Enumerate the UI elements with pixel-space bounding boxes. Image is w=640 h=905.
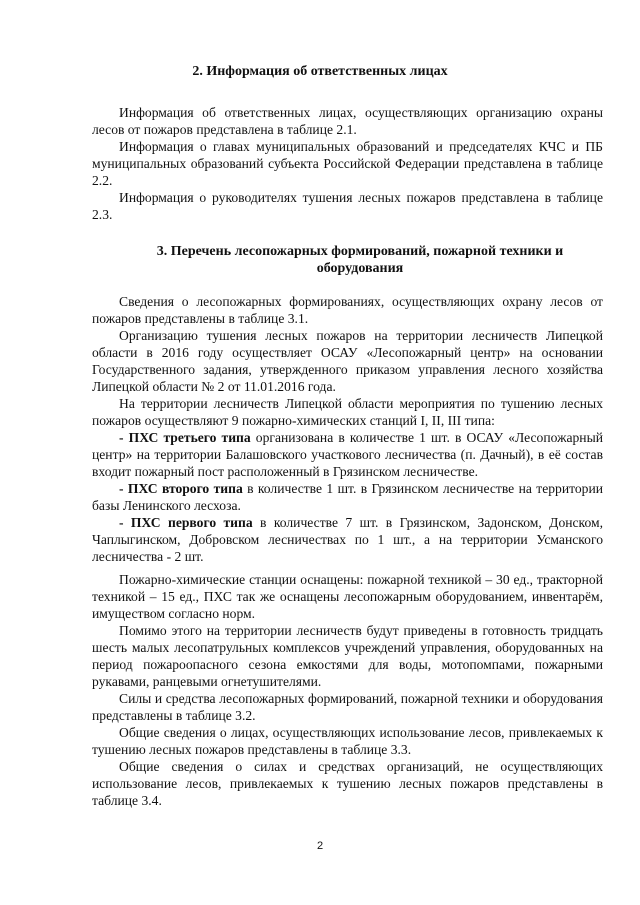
- pxs-type-3-text: организована в количестве 1 шт. в ОСАУ «Лесопожарный центр» на территории Балашовского участкового лесничества (п. Дачный), в её состав входит пожарный пост расположенный в Грязинском лесничестве.: [92, 430, 603, 479]
- pxs-type-1-label: - ПХС первого типа: [119, 515, 253, 530]
- paragraph: Помимо этого на территории лесничеств будут приведены в готовность тридцать шесть малых лесопатрульных комплексов учреждений управления, оборудованных на период пожароопасного сезона емкостями для воды, мотопомпами, пожарными рукавами, ранцевыми огнетушителями.: [92, 623, 603, 689]
- paragraph: Информация о главах муниципальных образований и председателях КЧС и ПБ муниципальных образований субъекта Российской Федерации представлена в таблице 2.2.: [92, 139, 603, 188]
- paragraph: Информация о руководителях тушения лесных пожаров представлена в таблице 2.3.: [92, 190, 603, 222]
- paragraph-pxs-type-1: [92, 514, 603, 565]
- pxs-type-2-text: в количестве 1 шт. в Грязинском лесничестве на территории базы Ленинского лесхоза.: [92, 481, 604, 513]
- section-2-body: [92, 104, 603, 223]
- paragraph: Силы и средства лесопожарных формирований, пожарной техники и оборудования представлены в таблице 3.2.: [92, 691, 603, 723]
- paragraph: Общие сведения о лицах, осуществляющих использование лесов, привлекаемых к тушению лесных пожаров представлены в таблице 3.3.: [92, 725, 603, 757]
- paragraph: Пожарно-химические станции оснащены: пожарной техникой – 30 ед., тракторной техникой – 15 ед., ПХС так же оснащены лесопожарным оборудованием, инвентарём, имуществом согласно норм.: [92, 572, 603, 621]
- section-2-heading: 2. Информация об ответственных лицах: [192, 64, 448, 79]
- pxs-type-2-label: - ПХС второго типа: [119, 481, 243, 496]
- section-3-heading: 3. Перечень лесопожарных формирований, пожарной техники и оборудования: [156, 244, 564, 276]
- section-3-body: [92, 293, 603, 809]
- pxs-type-3-label: - ПХС третьего типа: [119, 430, 251, 445]
- paragraph: Информация об ответственных лицах, осуществляющих организацию охраны лесов от пожаров представлена в таблице 2.1.: [92, 105, 603, 137]
- paragraph: Общие сведения о силах и средствах организаций, не осуществляющих использование лесов, привлекаемых к тушению лесных пожаров представлены в таблице 3.4.: [92, 759, 603, 808]
- paragraph-pxs-type-2: [92, 480, 603, 514]
- page-number: 2: [316, 840, 324, 852]
- paragraph: Организацию тушения лесных пожаров на территории лесничеств Липецкой области в 2016 году осуществляет ОСАУ «Лесопожарный центр» на основании Государственного задания, утвержденного приказом управления лесного хозяйства Липецкой области № 2 от 11.01.2016 года.: [92, 328, 603, 394]
- paragraph-pxs-type-3: [92, 429, 603, 480]
- paragraph: Сведения о лесопожарных формированиях, осуществляющих охрану лесов от пожаров представлены в таблице 3.1.: [92, 294, 603, 326]
- pxs-type-1-text: в количестве 7 шт. в Грязинском, Задонском, Донском, Чаплыгинском, Добровском лесничествах по 1 шт., а на территории Усманского лесничества - 2 шт.: [92, 515, 604, 564]
- paragraph: На территории лесничеств Липецкой области мероприятия по тушению лесных пожаров осуществляют 9 пожарно-химических станций I, II, III типа:: [92, 396, 603, 428]
